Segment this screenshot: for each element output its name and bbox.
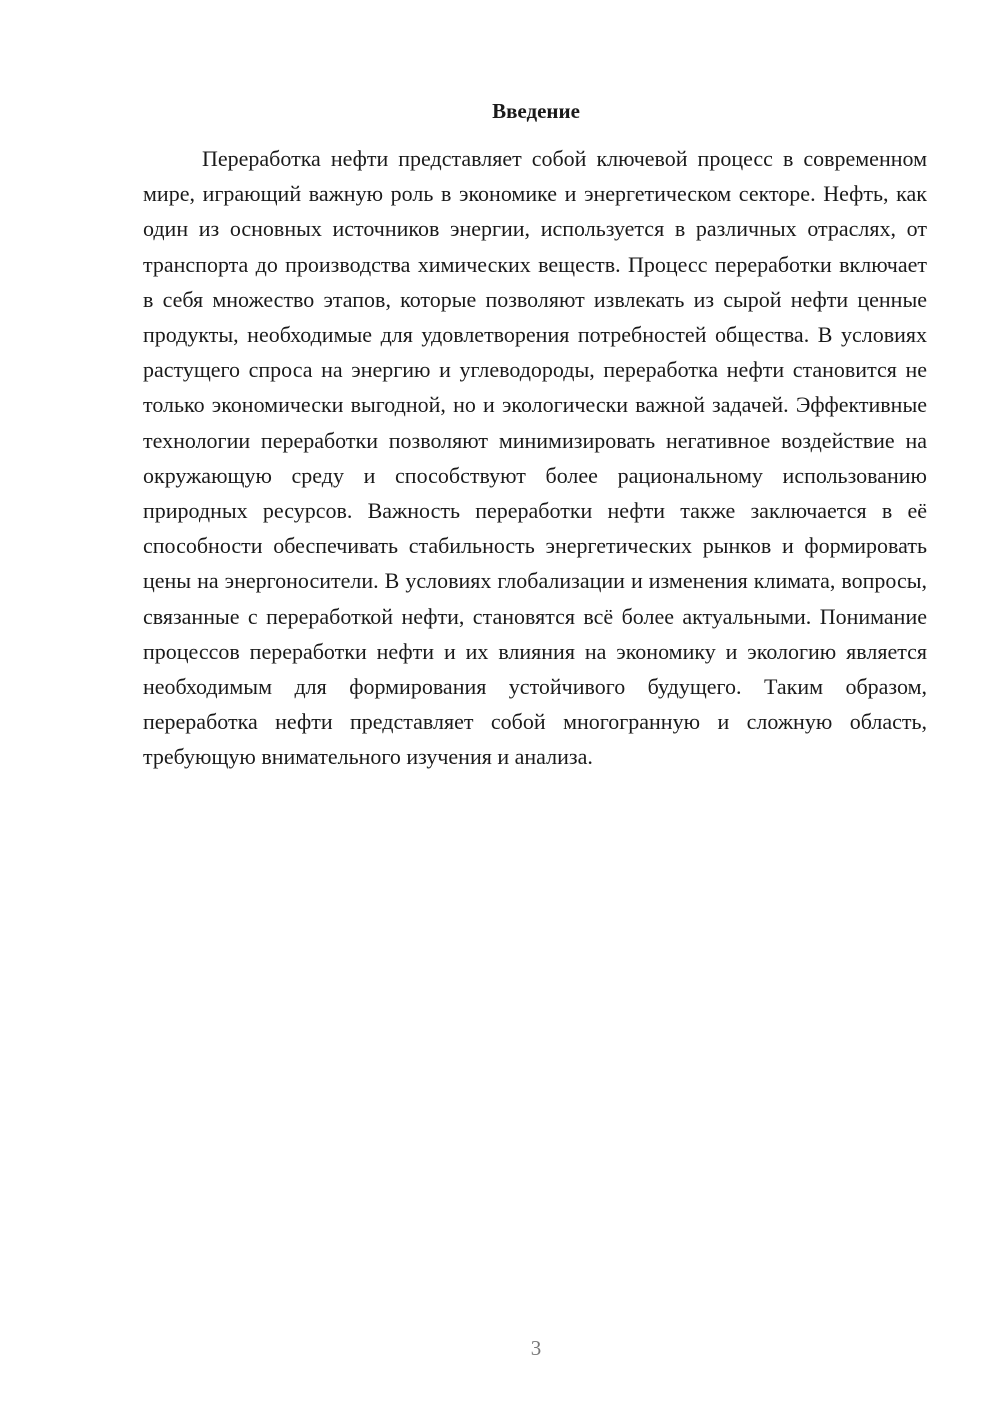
section-heading: Введение bbox=[492, 99, 580, 123]
body-paragraph: Переработка нефти представляет собой ключевой процесс в современном мире, играющий важную роль в экономике и энергетическом секторе. Нефть, как один из основных источников энергии, используется в различных отраслях, от транспорта до производства химических веществ. Процесс переработки включает в себя множество этапов, которые позволяют извлекать из сырой нефти ценные продукты, необходимые для удовлетворения потребностей общества. В условиях растущего спроса на энергию и углеводороды, переработка нефти становится не только экономически выгодной, но и экологически важной задачей. Эффективные технологии переработки позволяют минимизировать негативное воздействие на окружающую среду и способствуют более рациональному использованию природных ресурсов. Важность переработки нефти также заключается в её способности обеспечивать стабильность энергетических рынков и формировать цены на энергоносители. В условиях глобализации и изменения климата, вопросы, связанные с переработкой нефти, становятся всё более актуальными. Понимание процессов переработки нефти и их влияния на экономику и экологию является необходимым для формирования устойчивого будущего. Таким образом, переработка нефти представляет собой многогранную и сложную область, требующую внимательного изучения и анализа. bbox=[143, 146, 927, 770]
page-number: 3 bbox=[530, 1336, 542, 1360]
